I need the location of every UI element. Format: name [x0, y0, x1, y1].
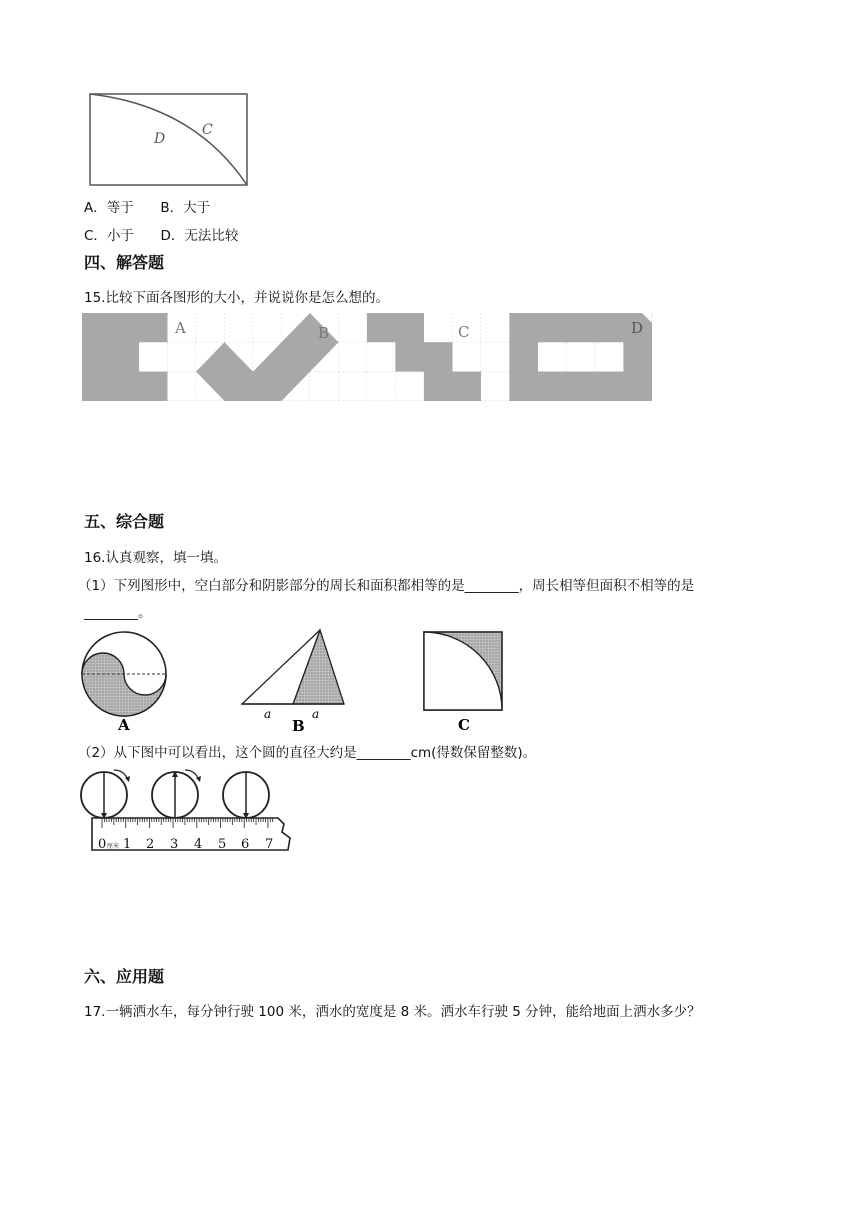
q17-text: 17.一辆洒水车，每分钟行驶 100 米，洒水的宽度是 8 米。洒水车行驶 5 分钟，能给地面上洒水多少？ [84, 1004, 701, 1020]
q16-intro: 16.认真观察，填一填。 [84, 550, 227, 566]
ruler-tick-5: 5 [218, 837, 227, 852]
shape-label-d: D [631, 319, 644, 337]
fig-label-c: C [458, 716, 470, 734]
ruler-tick-6: 6 [241, 837, 250, 852]
option-d[interactable]: D．无法比较 [160, 228, 239, 244]
q16-figure-a-yinyang [78, 628, 170, 734]
section-4-title: 四、解答题 [84, 253, 165, 272]
ruler-tick-2: 2 [146, 837, 155, 852]
tri-label-a1: a [264, 707, 272, 721]
ruler-tick-1: 1 [123, 837, 132, 852]
option-b[interactable]: B．大于 [160, 200, 211, 216]
ruler-unit: 厘米 [107, 843, 120, 850]
shape-label-c: C [458, 323, 470, 341]
q15-grid-shapes [82, 313, 652, 401]
section-5-title: 五、综合题 [84, 512, 165, 531]
q14-label-d: D [154, 131, 166, 147]
ruler-tick-3: 3 [170, 837, 179, 852]
ruler-tick-7: 7 [265, 837, 274, 852]
q14-label-c: C [202, 122, 213, 138]
shape-label-a: A [175, 319, 186, 337]
q16-part1-line2: ________。 [84, 605, 152, 621]
tri-label-a2: a [312, 707, 320, 721]
shape-label-b: B [318, 324, 330, 342]
ruler-tick-4: 4 [194, 837, 203, 852]
q14-options-row-1 [84, 198, 210, 218]
q14-options-row-2 [84, 226, 238, 246]
q15-text: 15.比较下面各图形的大小，并说说你是怎么想的。 [84, 290, 389, 306]
q16-figure-b-triangle [236, 624, 356, 734]
q16-part1-line1: （1）下列图形中，空白部分和阴影部分的周长和面积都相等的是________，周长相等但面积不相等的是 [78, 578, 695, 594]
q16-figure-c-square-arc [420, 628, 510, 734]
fig-label-a: A [118, 716, 130, 734]
fig-label-b: B [292, 717, 305, 734]
q14-rectangle-figure [84, 88, 254, 190]
q16-part2: （2）从下图中可以看出，这个圆的直径大约是________cm(得数保留整数)。 [78, 745, 537, 761]
option-a[interactable]: A．等于 [84, 200, 134, 216]
q16-ruler-circles-figure [78, 768, 300, 858]
option-c[interactable]: C．小于 [84, 228, 134, 244]
section-6-title: 六、应用题 [84, 967, 165, 986]
ruler-tick-0: 0 [98, 837, 107, 852]
